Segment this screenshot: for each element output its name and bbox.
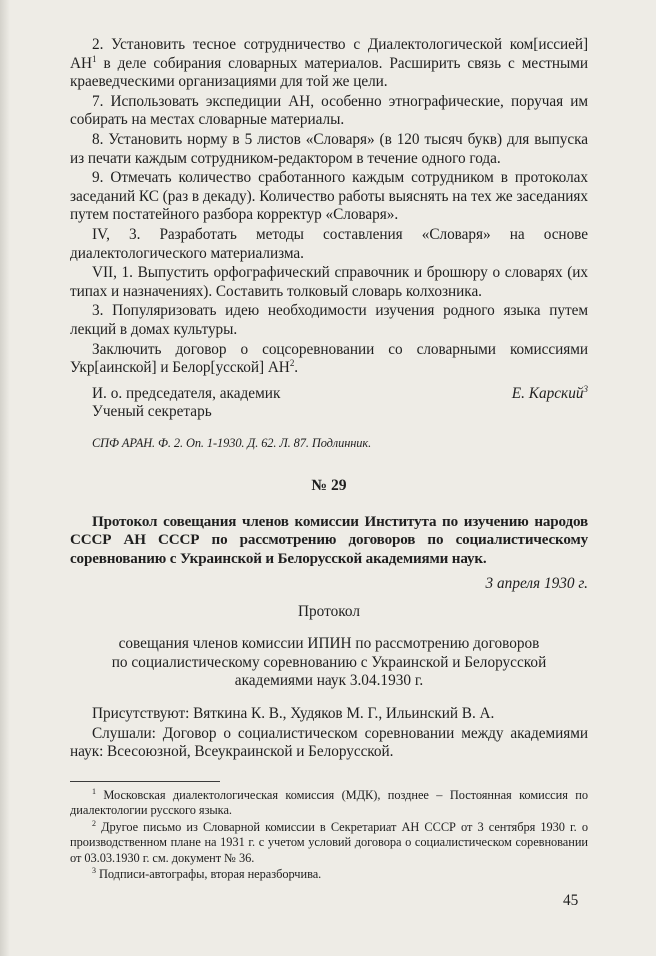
protocol-heading: Протокол [297,603,360,621]
document-title: Протокол совещания членов комиссии Института по изучению народов СССР АН СССР по рассмотрению договоров по социалистическому соревнованию с Украинской и Белорусской академиями наук. [70,513,588,568]
secretary-title: Ученый секретарь [92,403,212,421]
protocol-subtitle-line-2: по социалистическому соревнованию с Украинской и Белорусской [111,653,547,671]
paragraph-contract: Заключить договор о соцсоревновании со словарными комиссиями Укр[аинской] и Белор[усской] $АН^2$. [70,340,588,377]
paragraph-iv-3: IV, 3. Разработать методы составления «Словаря» на основе диалектологического материализма. [70,225,588,262]
main-text [70,36,588,763]
footnote-ref-3[interactable]: 3 [583,383,588,394]
protocol-subtitle-line-1: совещания членов комиссии ИПИН по рассмотрению договоров [118,635,540,653]
chair-title: И. о. председателя, академик [92,384,281,402]
footnote-2: $^2$ Другое письмо из Словарной комиссии в Секретариат АН СССР от 3 сентября 1930 г. о производственном плане на 1931 г. с учетом условий договора о социалистическом соревновании от 03.03.1930 г. см. документ № 36. [70,818,588,865]
footnote-1: $^1$ Московская диалектологическая комиссия (МДК), позднее – Постоянная комиссия по диалектологии русского языка. [70,786,588,818]
paragraph-2: 2. Установить тесное сотрудничество с Диалектологической ком[иссией] $АН^1$ в деле собирания словарных материалов. Расширить связь с местными краеведческими организациями для той же цели. [70,36,588,91]
document-number: № 29 [311,476,347,494]
archive-source: СПФ АРАН. Ф. 2. Оп. 1-1930. Д. 62. Л. 87. Подлинник. [92,435,372,450]
signature-row [70,385,588,404]
paragraph-7: 7. Использовать экспедиции АН, особенно этнографические, поручая им собирать на местах словарные материалы. [70,92,588,129]
page-number: 45 [563,892,579,909]
paragraph-vii-1: VII, 1. Выпустить орфографический справочник и брошюру о словарях (их типах и назначениях). Составить толковый словарь колхозника. [70,264,588,300]
footnote-3: $^3$ Подписи-автографы, вторая неразборчива. [92,865,322,882]
document-date: 3 апреля 1930 г. [485,574,588,592]
footnote-ref-2[interactable]: 2 [289,358,295,368]
heard-item: Слушали: Договор о социалистическом соревновании между академиями наук: Всесоюзной, Всеукраинской и Белорусской. [70,724,588,761]
attendees: Присутствуют: Вяткина К. В., Худяков М. Г., Ильинский В. А. [92,705,495,723]
footnote-ref-1[interactable]: 1 [92,53,97,64]
paragraph-3: 3. Популяризовать идею необходимости изучения родного языка путем лекций в домах культуры. [70,302,588,338]
protocol-subtitle-line-3: академиями наук 3.04.1930 г. [234,672,424,690]
footnotes [70,781,588,883]
footnote-divider [70,781,220,782]
chair-name: Е. Карский$^3$ [511,383,588,402]
page-shadow [0,0,10,956]
paragraph-8: 8. Установить норму в 5 листов «Словаря» (в 120 тысяч букв) для выпуска из печати каждым сотрудником-редактором в течение одного года. [70,130,588,167]
paragraph-9: 9. Отмечать количество сработанного каждым сотрудником в протоколах заседаний КС (раз в декаду). Количество работы выяснять на тех же заседаниях путем постатейного разбора корректур «Словаря». [70,169,588,224]
